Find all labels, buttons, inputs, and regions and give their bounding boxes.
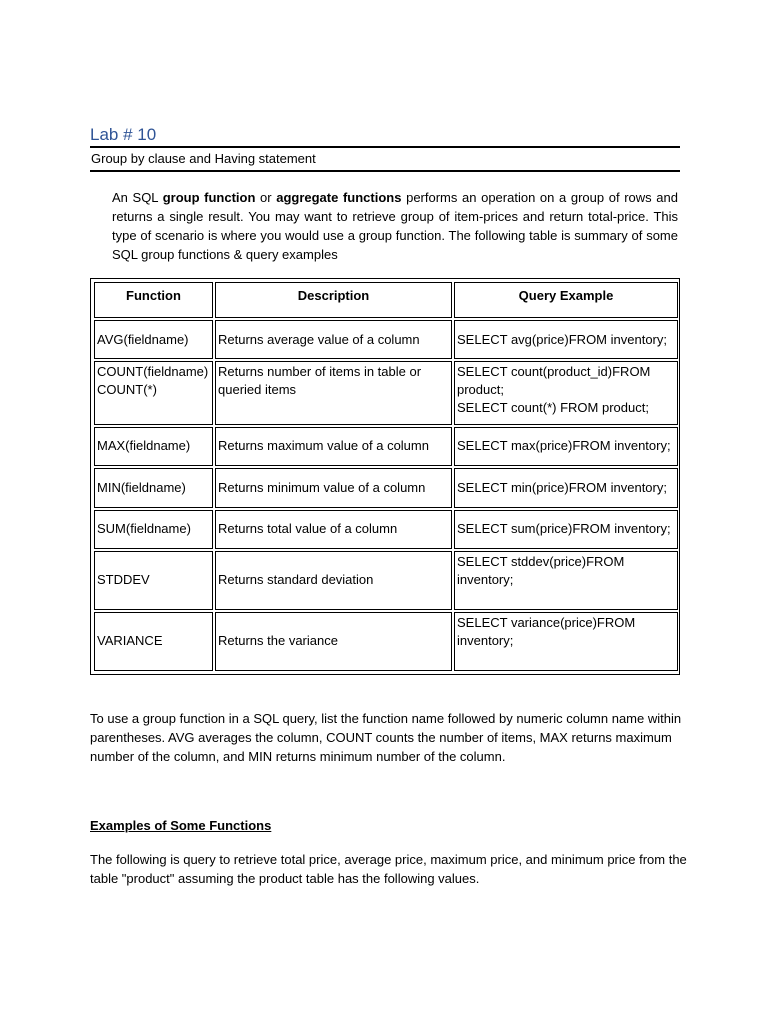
title-rule-top [90,146,680,148]
functions-table [90,278,680,675]
cell-function: STDDEV [94,551,213,610]
table-row [94,468,678,507]
cell-query: SELECT min(price)FROM inventory; [454,468,678,507]
functions-grid [92,280,680,673]
table-row [94,612,678,671]
cell-description: Returns maximum value of a column [215,427,452,466]
cell-query: SELECT sum(price)FROM inventory; [454,510,678,549]
table-row [94,320,678,359]
cell-description: Returns the variance [215,612,452,671]
cell-query: SELECT avg(price)FROM inventory; [454,320,678,359]
cell-function: VARIANCE [94,612,213,671]
table-row [94,361,678,424]
intro-text-3: performs an operation on a group of rows and returns a single result. You may want to retrieve group of item-prices and return total-price. This type of scenario is where you would use a group function. The following table is summary of some SQL group functions & query examples [112,190,678,262]
usage-paragraph: To use a group function in a SQL query, list the function name followed by numeric column name within parentheses. AVG averages the column, COUNT counts the number of items, MAX returns maximum number of the column, and MIN returns minimum number of the column. [90,711,682,764]
intro-text-2: or [255,190,277,205]
cell-description: Returns total value of a column [215,510,452,549]
title-rule-bottom [90,170,680,172]
cell-description: Returns standard deviation [215,551,452,610]
cell-function: COUNT(fieldname) COUNT(*) [94,361,213,424]
cell-description: Returns number of items in table or queried items [215,361,452,424]
cell-function: MAX(fieldname) [94,427,213,466]
cell-function: SUM(fieldname) [94,510,213,549]
cell-function: AVG(fieldname) [94,320,213,359]
cell-description: Returns average value of a column [215,320,452,359]
examples-paragraph: The following is query to retrieve total price, average price, maximum price, and minimum price from the table "product" assuming the product table has the following values. [90,852,687,886]
table-row [94,551,678,610]
header-description: Description [215,282,452,318]
intro-paragraph [112,188,678,264]
intro-bold-group-function: group function [162,190,256,205]
intro-text-1: An SQL [112,190,163,205]
table-row [94,510,678,549]
header-query-example: Query Example [454,282,678,318]
header-function: Function [94,282,213,318]
lab-subtitle: Group by clause and Having statement [91,151,316,166]
cell-function: MIN(fieldname) [94,468,213,507]
cell-query: SELECT variance(price)FROM inventory; [454,612,678,671]
table-header-row [94,282,678,318]
examples-heading: Examples of Some Functions [90,818,272,833]
cell-query: SELECT count(product_id)FROM product; SELECT count(*) FROM product; [454,361,678,424]
cell-query: SELECT stddev(price)FROM inventory; [454,551,678,610]
lab-title: Lab # 10 [90,125,157,144]
cell-query: SELECT max(price)FROM inventory; [454,427,678,466]
table-row [94,427,678,466]
intro-bold-aggregate-functions: aggregate functions [276,190,402,205]
cell-description: Returns minimum value of a column [215,468,452,507]
